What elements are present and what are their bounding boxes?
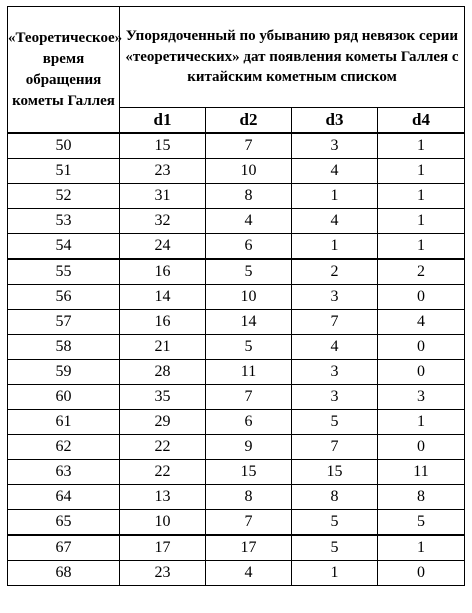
cell-d1: 28 xyxy=(120,360,206,385)
cell-period: 57 xyxy=(8,310,120,335)
cell-period: 51 xyxy=(8,159,120,184)
cell-d4: 0 xyxy=(378,285,465,310)
cell-d2: 10 xyxy=(206,159,292,184)
cell-d2: 9 xyxy=(206,435,292,460)
cell-d1: 16 xyxy=(120,310,206,335)
table-row xyxy=(8,184,465,209)
cell-d2: 4 xyxy=(206,561,292,586)
table-row xyxy=(8,510,465,536)
cell-period: 65 xyxy=(8,510,120,536)
cell-d4: 1 xyxy=(378,133,465,159)
cell-d2: 4 xyxy=(206,209,292,234)
cell-d3: 5 xyxy=(292,510,378,536)
cell-d4: 0 xyxy=(378,335,465,360)
table-row xyxy=(8,209,465,234)
cell-d4: 1 xyxy=(378,410,465,435)
cell-d1: 29 xyxy=(120,410,206,435)
cell-period: 50 xyxy=(8,133,120,159)
cell-d3: 7 xyxy=(292,310,378,335)
table-row xyxy=(8,234,465,260)
cell-d4: 8 xyxy=(378,485,465,510)
table-row xyxy=(8,310,465,335)
header-d4: d4 xyxy=(378,108,465,134)
cell-period: 52 xyxy=(8,184,120,209)
cell-d2: 14 xyxy=(206,310,292,335)
cell-d4: 1 xyxy=(378,159,465,184)
cell-d1: 17 xyxy=(120,535,206,561)
cell-period: 56 xyxy=(8,285,120,310)
cell-period: 60 xyxy=(8,385,120,410)
cell-d3: 1 xyxy=(292,234,378,260)
cell-d1: 23 xyxy=(120,561,206,586)
cell-d1: 15 xyxy=(120,133,206,159)
cell-d4: 2 xyxy=(378,259,465,285)
cell-d2: 15 xyxy=(206,460,292,485)
table-row xyxy=(8,385,465,410)
cell-d2: 7 xyxy=(206,385,292,410)
cell-d1: 31 xyxy=(120,184,206,209)
cell-d2: 6 xyxy=(206,234,292,260)
cell-d2: 7 xyxy=(206,510,292,536)
table-row xyxy=(8,460,465,485)
cell-d3: 3 xyxy=(292,385,378,410)
cell-d3: 4 xyxy=(292,209,378,234)
cell-period: 55 xyxy=(8,259,120,285)
cell-d3: 3 xyxy=(292,360,378,385)
cell-d1: 24 xyxy=(120,234,206,260)
cell-d2: 11 xyxy=(206,360,292,385)
cell-d3: 1 xyxy=(292,561,378,586)
cell-period: 62 xyxy=(8,435,120,460)
header-d3: d3 xyxy=(292,108,378,134)
cell-d4: 11 xyxy=(378,460,465,485)
header-d1: d1 xyxy=(120,108,206,134)
table-row xyxy=(8,335,465,360)
cell-period: 59 xyxy=(8,360,120,385)
cell-d4: 5 xyxy=(378,510,465,536)
cell-d2: 8 xyxy=(206,485,292,510)
table-row xyxy=(8,285,465,310)
table-row xyxy=(8,259,465,285)
cell-d3: 4 xyxy=(292,335,378,360)
cell-d1: 22 xyxy=(120,435,206,460)
cell-d3: 2 xyxy=(292,259,378,285)
cell-d2: 17 xyxy=(206,535,292,561)
cell-d3: 5 xyxy=(292,535,378,561)
cell-period: 54 xyxy=(8,234,120,260)
cell-d1: 13 xyxy=(120,485,206,510)
cell-d4: 1 xyxy=(378,234,465,260)
cell-d2: 7 xyxy=(206,133,292,159)
table-row xyxy=(8,360,465,385)
table-row xyxy=(8,159,465,184)
cell-d1: 22 xyxy=(120,460,206,485)
table-row xyxy=(8,561,465,586)
cell-period: 61 xyxy=(8,410,120,435)
cell-d1: 21 xyxy=(120,335,206,360)
header-d2: d2 xyxy=(206,108,292,134)
cell-period: 64 xyxy=(8,485,120,510)
cell-d3: 7 xyxy=(292,435,378,460)
comet-residuals-table xyxy=(7,6,465,586)
cell-d3: 8 xyxy=(292,485,378,510)
cell-d4: 1 xyxy=(378,209,465,234)
cell-d4: 1 xyxy=(378,535,465,561)
cell-d2: 10 xyxy=(206,285,292,310)
cell-d3: 1 xyxy=(292,184,378,209)
cell-period: 67 xyxy=(8,535,120,561)
cell-d1: 32 xyxy=(120,209,206,234)
cell-period: 58 xyxy=(8,335,120,360)
cell-d4: 0 xyxy=(378,561,465,586)
cell-d4: 3 xyxy=(378,385,465,410)
cell-d1: 14 xyxy=(120,285,206,310)
cell-d1: 35 xyxy=(120,385,206,410)
header-period: «Теоретическое» время обращения кометы Галлея xyxy=(8,7,120,134)
table-row xyxy=(8,535,465,561)
cell-d3: 4 xyxy=(292,159,378,184)
cell-d2: 5 xyxy=(206,259,292,285)
cell-d3: 15 xyxy=(292,460,378,485)
cell-period: 68 xyxy=(8,561,120,586)
cell-d1: 23 xyxy=(120,159,206,184)
table-row xyxy=(8,133,465,159)
cell-d2: 8 xyxy=(206,184,292,209)
cell-d1: 10 xyxy=(120,510,206,536)
cell-d2: 5 xyxy=(206,335,292,360)
cell-d3: 5 xyxy=(292,410,378,435)
cell-d3: 3 xyxy=(292,133,378,159)
cell-d2: 6 xyxy=(206,410,292,435)
table-header xyxy=(8,7,465,134)
header-residuals: Упорядоченный по убыванию ряд невязок серии «теоретических» дат появления кометы Галлея с китайским кометным списком xyxy=(120,7,465,108)
cell-period: 53 xyxy=(8,209,120,234)
cell-d1: 16 xyxy=(120,259,206,285)
table-row xyxy=(8,485,465,510)
cell-d4: 0 xyxy=(378,360,465,385)
cell-d4: 4 xyxy=(378,310,465,335)
cell-d4: 1 xyxy=(378,184,465,209)
cell-period: 63 xyxy=(8,460,120,485)
cell-d3: 3 xyxy=(292,285,378,310)
cell-d4: 0 xyxy=(378,435,465,460)
table-row xyxy=(8,435,465,460)
table-body xyxy=(8,133,465,586)
table-row xyxy=(8,410,465,435)
